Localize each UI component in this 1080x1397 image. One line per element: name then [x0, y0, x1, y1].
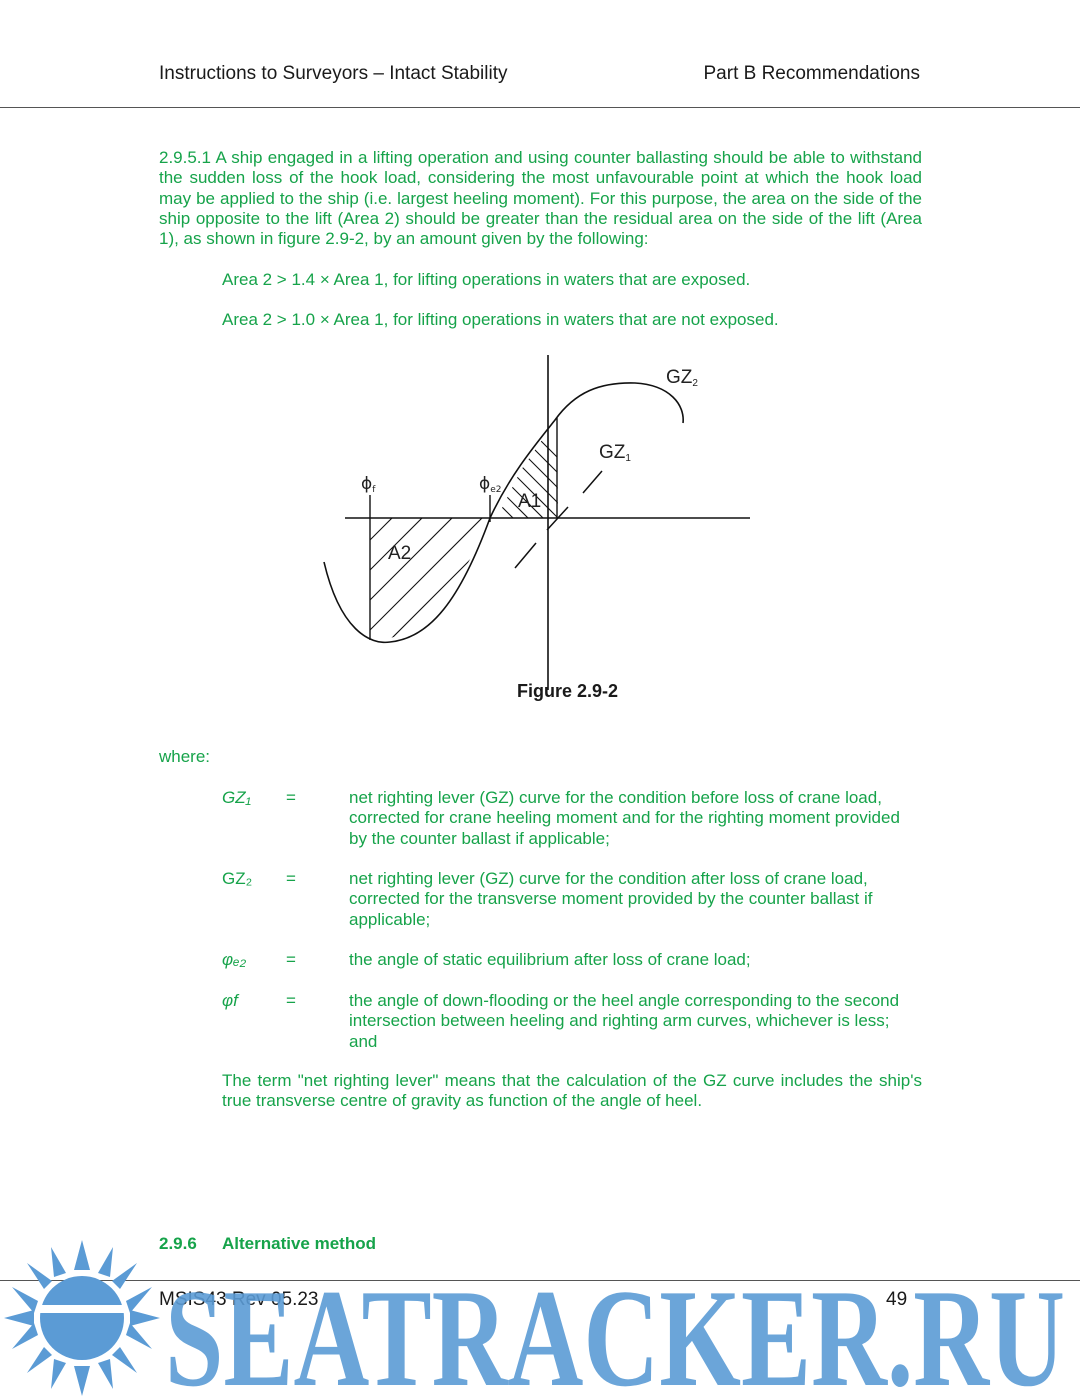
label-gz2: GZ2: [666, 367, 698, 389]
header-part: Part B Recommendations: [703, 63, 920, 84]
label-a1: A1: [518, 491, 542, 512]
definition-equals: =: [286, 950, 296, 969]
definition-desc: the angle of down-flooding or the heel angle corresponding to the second intersection between heeling and righting arm curves, whichever is less; and: [349, 991, 900, 1051]
label-a2: A2: [388, 543, 412, 564]
footer-doc-id: MSIS43 Rev 05.23: [159, 1289, 319, 1310]
header-divider: [0, 107, 1080, 108]
where-label: where:: [159, 747, 211, 766]
header-title: Instructions to Surveyors – Intact Stability: [159, 63, 508, 84]
definition-desc: net righting lever (GZ) curve for the condition after loss of crane load, corrected for the transverse moment provided by the counter ballast if applicable;: [349, 869, 873, 929]
section-number: 2.9.6: [159, 1234, 197, 1253]
watermark-text: SEATRACKER.RU: [165, 1261, 1065, 1397]
gz1-dash-1: [515, 543, 536, 568]
definition-term: φf: [222, 991, 238, 1010]
footer-divider: [0, 1280, 1080, 1281]
label-gz1: GZ1: [599, 442, 631, 464]
stability-figure: [300, 350, 780, 710]
definition-desc: net righting lever (GZ) curve for the condition before loss of crane load, corrected for crane heeling moment and for the righting moment provided by the counter ballast if applicable;: [349, 788, 900, 848]
paragraph-2-9-5-1: 2.9.5.1 A ship engaged in a lifting operation and using counter ballasting should be able to withstand the sudden loss of the hook load, considering the most unfavourable point at which the hook load may be applied to the ship (i.e. largest heeling moment). For this purpose, the area on the side of the ship opposite to the lift (Area 2) should be greater than the residual area on the side of the lift (Area 1), as shown in figure 2.9-2, by an amount given by the following:: [159, 148, 922, 249]
definition-equals: =: [286, 788, 296, 807]
note-net-righting-lever: The term "net righting lever" means that the calculation of the GZ curve includes the ship's true transverse centre of gravity as function of the angle of heel.: [222, 1071, 922, 1111]
label-phi-e2: ϕe2: [479, 474, 502, 495]
hatch-a1: [480, 380, 580, 585]
definition-equals: =: [286, 991, 296, 1010]
definition-equals: =: [286, 869, 296, 888]
definition-term: GZ₂: [222, 869, 253, 888]
figure-caption: Figure 2.9-2: [517, 681, 619, 701]
label-phi-f: ϕf: [361, 474, 376, 495]
sun-icon: [4, 1240, 160, 1396]
definition-term: GZ₁: [222, 788, 251, 807]
section-title: Alternative method: [222, 1234, 376, 1253]
gz1-dash-3: [583, 471, 602, 493]
footer-page-number: 49: [886, 1289, 908, 1310]
rule-exposed: Area 2 > 1.4 × Area 1, for lifting operations in waters that are exposed.: [222, 270, 751, 289]
rule-not-exposed: Area 2 > 1.0 × Area 1, for lifting operations in waters that are not exposed.: [222, 310, 779, 329]
gz2-curve: [324, 383, 683, 642]
hatch-a2: [360, 500, 590, 650]
definition-term: φₑ₂: [222, 950, 247, 969]
definition-desc: the angle of static equilibrium after loss of crane load;: [349, 950, 751, 969]
watermark-logo: [0, 1235, 1080, 1397]
